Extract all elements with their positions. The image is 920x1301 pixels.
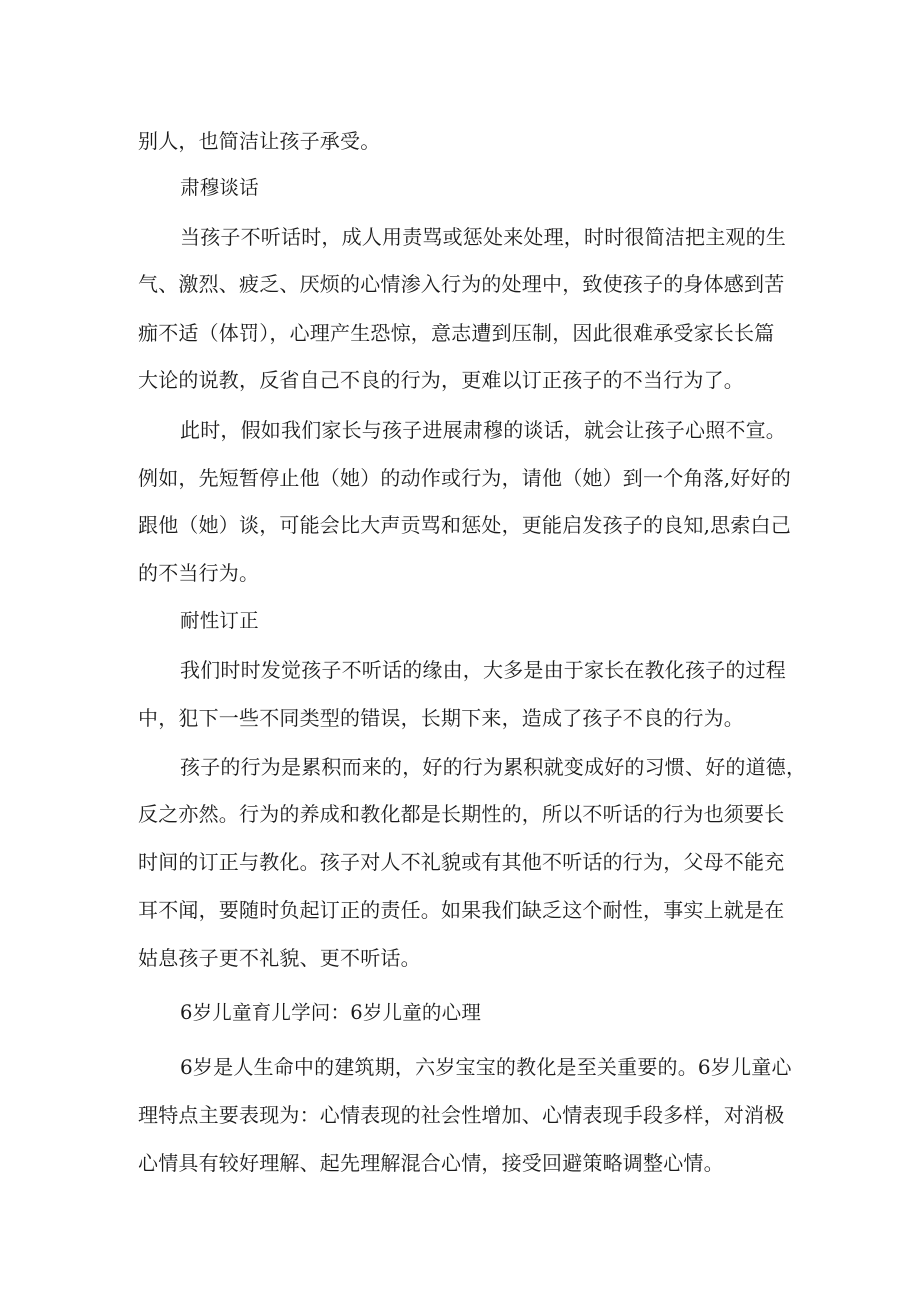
continuation-line: 别人，也简洁让孩子承受。 (138, 129, 381, 153)
paragraph-line: 跟他（她）谈，可能会比大声贡骂和惩处，更能启发孩子的良知,思索白己 (138, 513, 791, 537)
section-heading: 耐性订正 (180, 609, 259, 632)
paragraph-line: 理特点主要表现为：心情表现的社会性增加、心情表现手段多样，对消极 (138, 1103, 785, 1127)
paragraph-line: 孩子的行为是累积而来的，好的行为累积就变成好的习惯、好的道德， (180, 755, 807, 779)
paragraph-line: 姑息孩子更不礼貌、更不听话。 (138, 946, 421, 970)
paragraph-line: 大论的说教，反省自己不良的行为，更难以订正孩子的不当行为了。 (138, 368, 744, 392)
paragraph-line: 耳不闻，要随时负起订正的责任。如果我们缺乏这个耐性，事实上就是在 (138, 898, 785, 922)
paragraph-line: 痂不适（体罚），心理产生恐惊，意志遭到压制，因此很难承受家长长篇 (138, 321, 775, 345)
paragraph-line: 我们时时发觉孩子不听话的缘由，大多是由于家长在教化孩子的过程 (180, 658, 786, 682)
paragraph-line: 时间的订正与教化。孩子对人不礼貌或有其他不听话的行为，父母不能充 (138, 850, 785, 874)
paragraph-line: 中，犯下一些不同类型的错误，长期下来，造成了孩子不良的行为。 (138, 706, 744, 730)
section-heading: 6岁儿童育儿学问：6岁儿童的心理 (180, 1001, 482, 1024)
paragraph-line: 心情具有较好理解、起先理解混合心情，接受回避策略调整心情。 (138, 1151, 724, 1175)
paragraph-line: 例如，先短暂停止他（她）的动作或行为，请他（她）到一个角落,好好的 (138, 466, 791, 490)
paragraph-line: 此时，假如我们家长与孩子进展肃穆的谈话，就会让孩子心照不宣。 (180, 418, 786, 442)
paragraph-line: 反之亦然。行为的养成和教化都是长期性的，所以不听话的行为也须要长 (138, 802, 785, 826)
paragraph-line: 的不当行为。 (138, 561, 260, 585)
paragraph-line: 6岁是人生命中的建筑期，六岁宝宝的教化是至关重要的。6岁儿童心 (180, 1055, 792, 1079)
paragraph-line: 气、激烈、疲乏、厌烦的心情渗入行为的处理中，致使孩子的身体感到苦 (138, 272, 785, 296)
paragraph-line: 当孩子不听话时，成人用责骂或惩处来处理，时时很简洁把主观的生 (180, 225, 786, 249)
section-heading: 肃穆谈话 (180, 176, 259, 199)
